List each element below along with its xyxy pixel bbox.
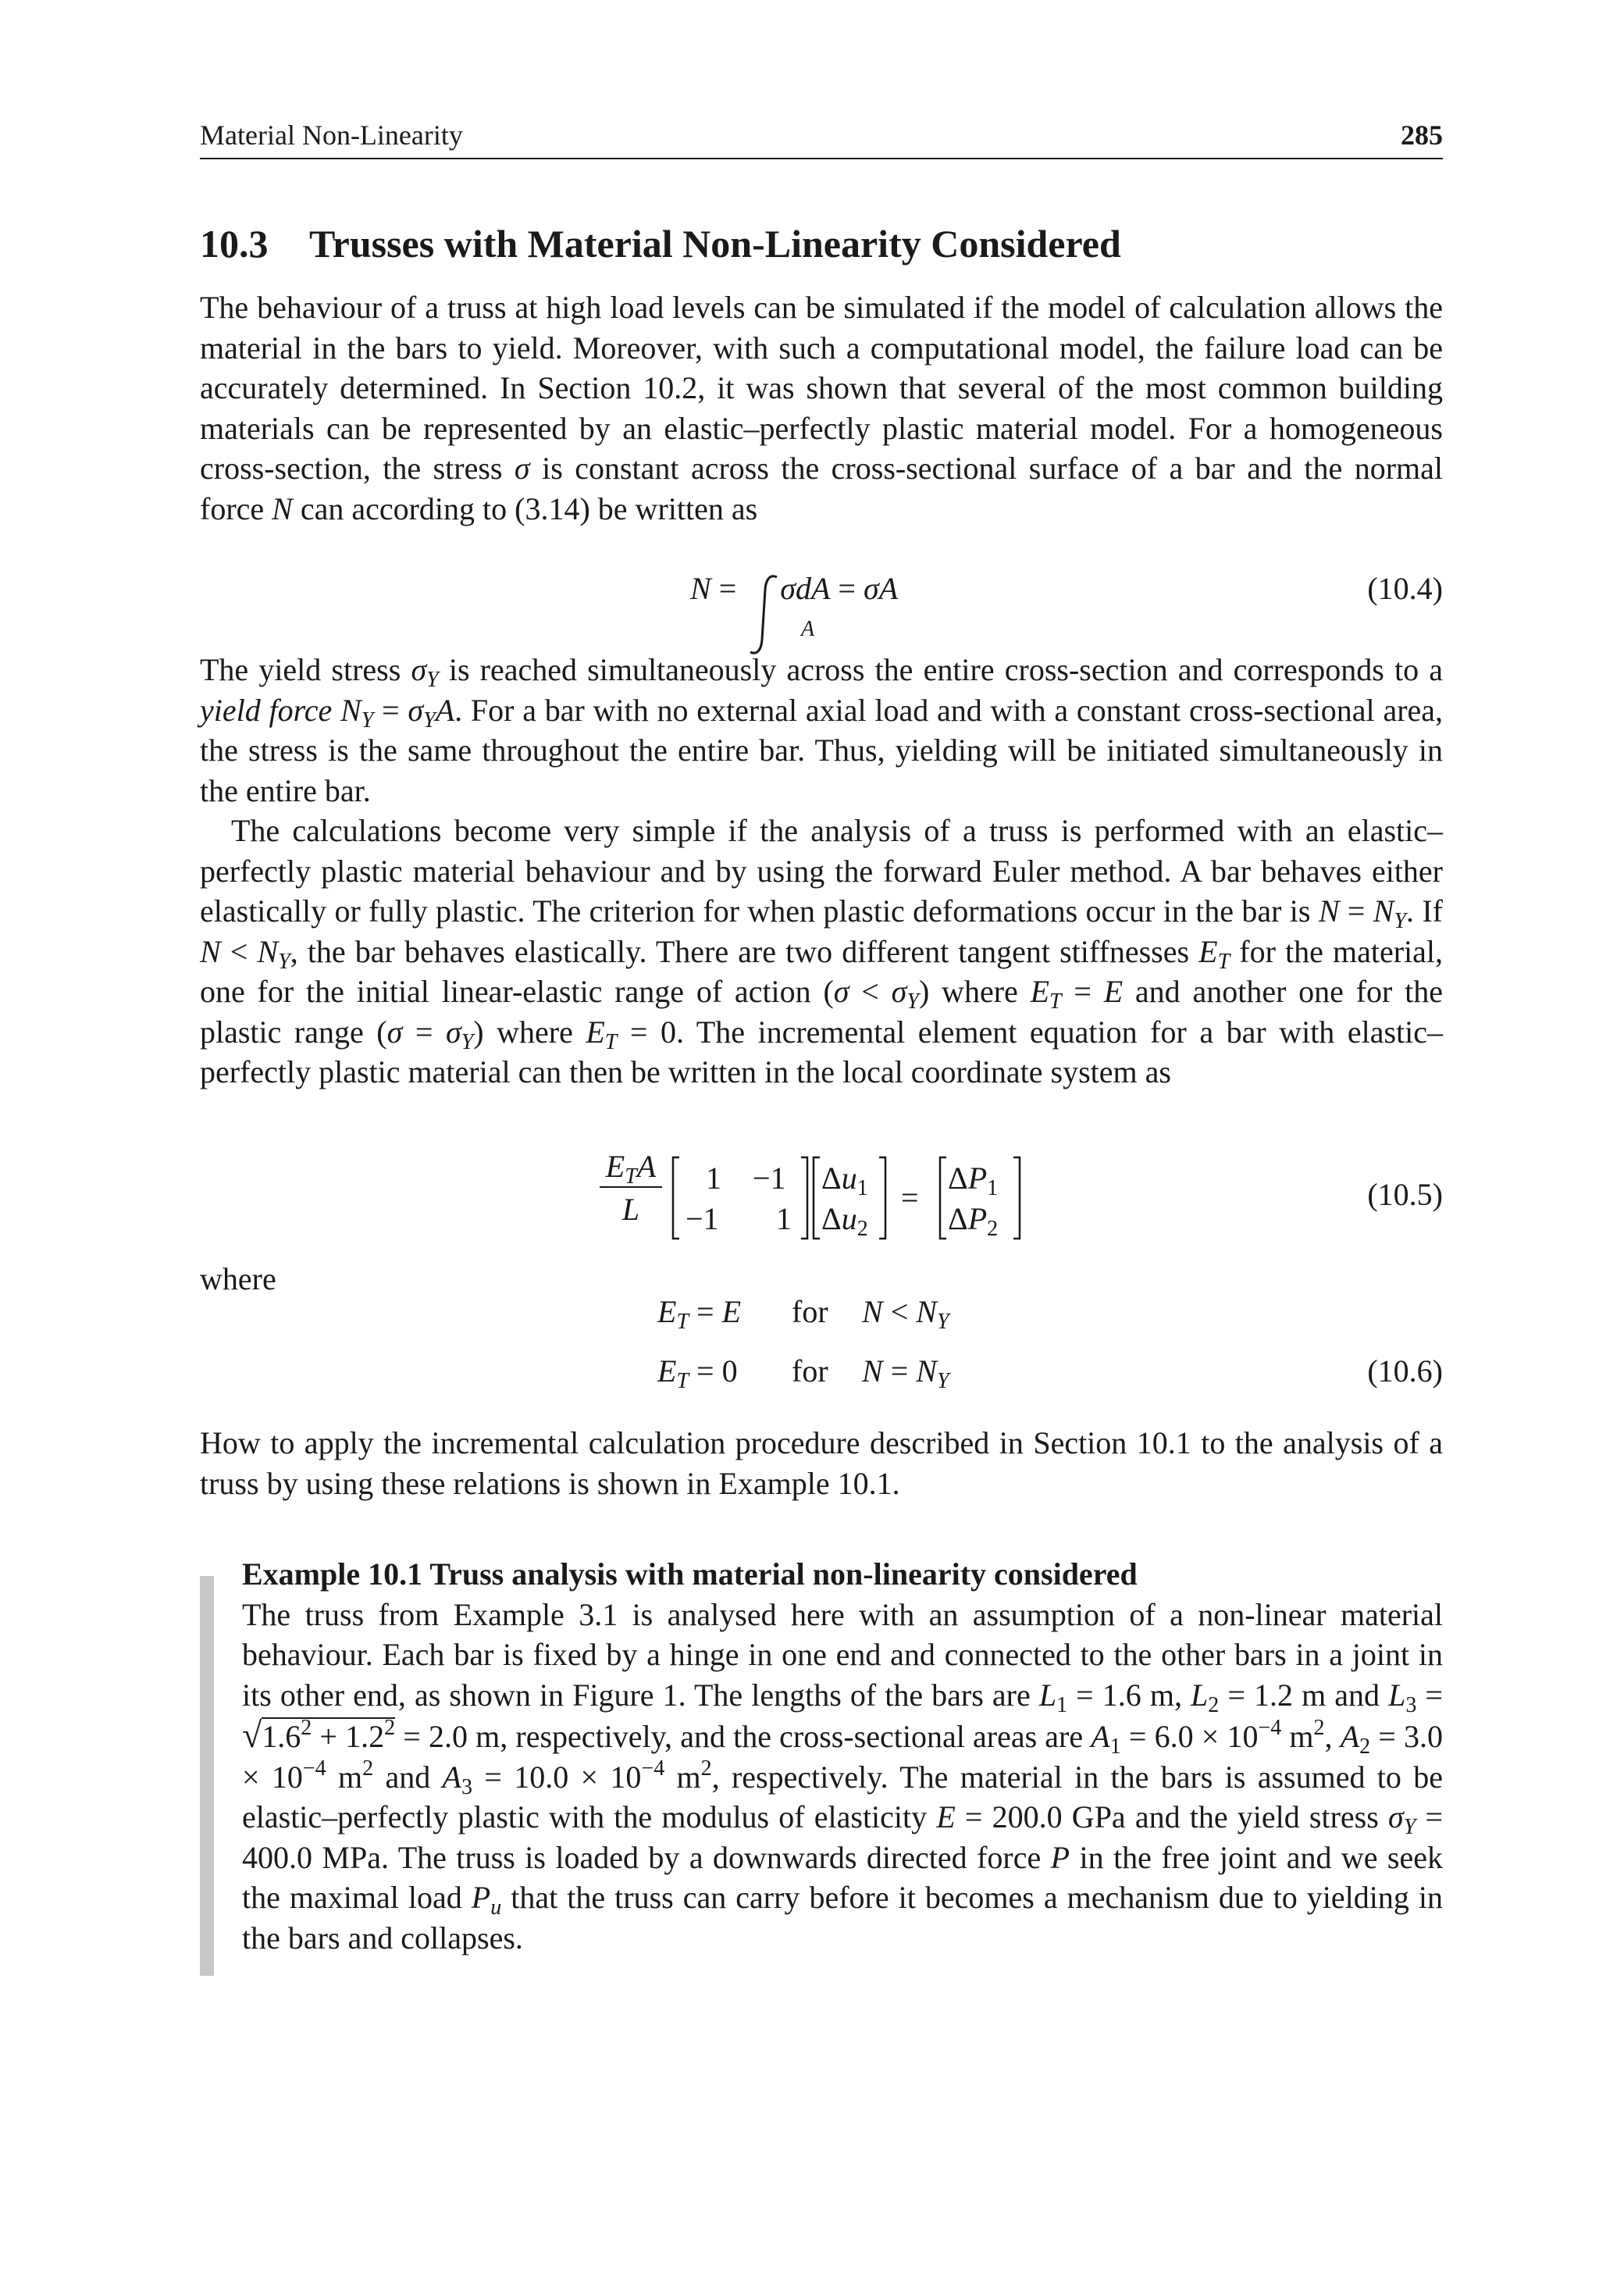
svg-text:−1: −1	[686, 1201, 719, 1236]
condition-elastic: $E_T = E$ for $N < N_Y$	[657, 1294, 949, 1334]
equation-10-5: $E_TA$ L 1 −1 −1 1 $\Delta u_1$ $\Delta u_2$ = $\Delta P_1$ $\Delta P_2$ (10.5)	[200, 1148, 1443, 1257]
section-title-text: Trusses with Material Non-Linearity Considered	[309, 222, 1121, 266]
svg-text:Δu1: $\Delta u_1$	[821, 1160, 868, 1200]
svg-text:1: 1	[706, 1160, 721, 1196]
integral-sign	[747, 572, 783, 658]
svg-text:−1: −1	[753, 1160, 786, 1196]
stiffness-matrix	[670, 1156, 810, 1242]
where-label: where	[200, 1261, 276, 1296]
paragraph-3: The calculations become very simple if the analysis of a truss is performed with an elastic–perfectly plastic material behaviour and by using the forward Euler method. A bar behaves either elastically or fully plastic. The criterion for when plastic deformations occur in the bar is $N = N_Y$. If $N < N_Y$, the bar behaves elastically. There are two different tangent stiffnesses $E_T$ for the material, one for the initial linear-elastic range of action $(\sigma < \sigma_Y)$ where $E_T = E$ and another one for the plastic range $(\sigma = \sigma_Y)$ where $E_T = 0$. The incremental element equation for a bar with elastic–perfectly plastic material can then be written in the local coordinate system as	[200, 813, 1444, 1089]
svg-text:ΔP1: $\Delta P_1$	[948, 1160, 999, 1200]
example-10-1: Example 10.1 Truss analysis with material non-linearity considered The truss from Example 3.1 is analysed here with an assumption of a non-linear material behaviour. Each bar is fixed by a hinge in one end and connected to the other bars in a joint in its other end, as shown in Figure 1. The lengths of the bars are $L_1 = 1.6$ m, $L_2 = 1.2$ m and $L_3 = √1.6^2 + 1.2^2 = 2.0$ m, respectively, and the cross-sectional areas are $A_1 = 6.0 \times 10^{-4}$ $m^2$, $A_2 = 3.0 \times 10^{-4}$ $m^2$ and $A_3 = 10.0 \times 10^{-4}$ $m^2$, respectively. The material in the bars is assumed to be elastic–perfectly plastic with the modulus of elasticity E = 200.0 GPa and the yield stress $\sigma_Y = 400.0$ MPa. The truss is loaded by a downwards directed force P in the free joint and we seek the maximal load $P_u$ that the truss can carry before it becomes a mechanism due to yielding in the bars and collapses.	[242, 1556, 1444, 1956]
section-heading	[200, 220, 1121, 267]
svg-text:ΔP2: $\Delta P_2$	[948, 1201, 999, 1241]
equation-10-6	[200, 1293, 1443, 1403]
page-number: 285	[1401, 119, 1443, 151]
paragraph-2: The yield stress $\sigma_Y$ is reached simultaneously across the entire cross-section and corresponds to a yield force $N_Y = \sigma_YA$. For a bar with no external axial load and with a constant cross-sectional area, the stress is the same throughout the entire bar. Thus, yielding will be initiated simultaneously in the entire bar.	[200, 652, 1444, 808]
svg-text:1: 1	[776, 1201, 792, 1236]
condition-plastic: $E_T = 0$ for $N = N_Y$	[657, 1353, 949, 1393]
equation-number-10-6: (10.6)	[1367, 1353, 1443, 1389]
load-vector	[937, 1156, 1023, 1242]
running-head	[200, 119, 1443, 159]
paragraph-1: The behaviour of a truss at high load levels can be simulated if the model of calculation allows the material in the bars to yield. Moreover, with such a computational model, the failure load can be accurately determined. In Section 10.2, it was shown that several of the most common building materials can be represented by an elastic–perfectly plastic material model. For a homogeneous cross-section, the stress σ is constant across the cross-sectional surface of a bar and the normal force N can according to (3.14) be written as	[200, 290, 1443, 526]
displacement-vector	[810, 1156, 889, 1242]
example-title: Example 10.1 Truss analysis with material non-linearity considered	[242, 1556, 1138, 1592]
section-number: 10.3	[200, 222, 269, 266]
equation-number-10-4: (10.4)	[1367, 571, 1443, 606]
equation-10-4: N = σdA = σA A (10.4)	[200, 562, 1443, 640]
example-sidebar-bar	[200, 1576, 214, 1976]
equation-number-10-5: (10.5)	[1367, 1177, 1443, 1212]
svg-text:Δu2: $\Delta u_2$	[821, 1201, 868, 1241]
fraction-et-a-over-l: $E_TA$ L	[600, 1148, 662, 1228]
running-head-title: Material Non-Linearity	[200, 119, 463, 151]
paragraph-4: How to apply the incremental calculation procedure described in Section 10.1 to the analysis of a truss by using these relations is shown in Example 10.1.	[200, 1425, 1443, 1501]
